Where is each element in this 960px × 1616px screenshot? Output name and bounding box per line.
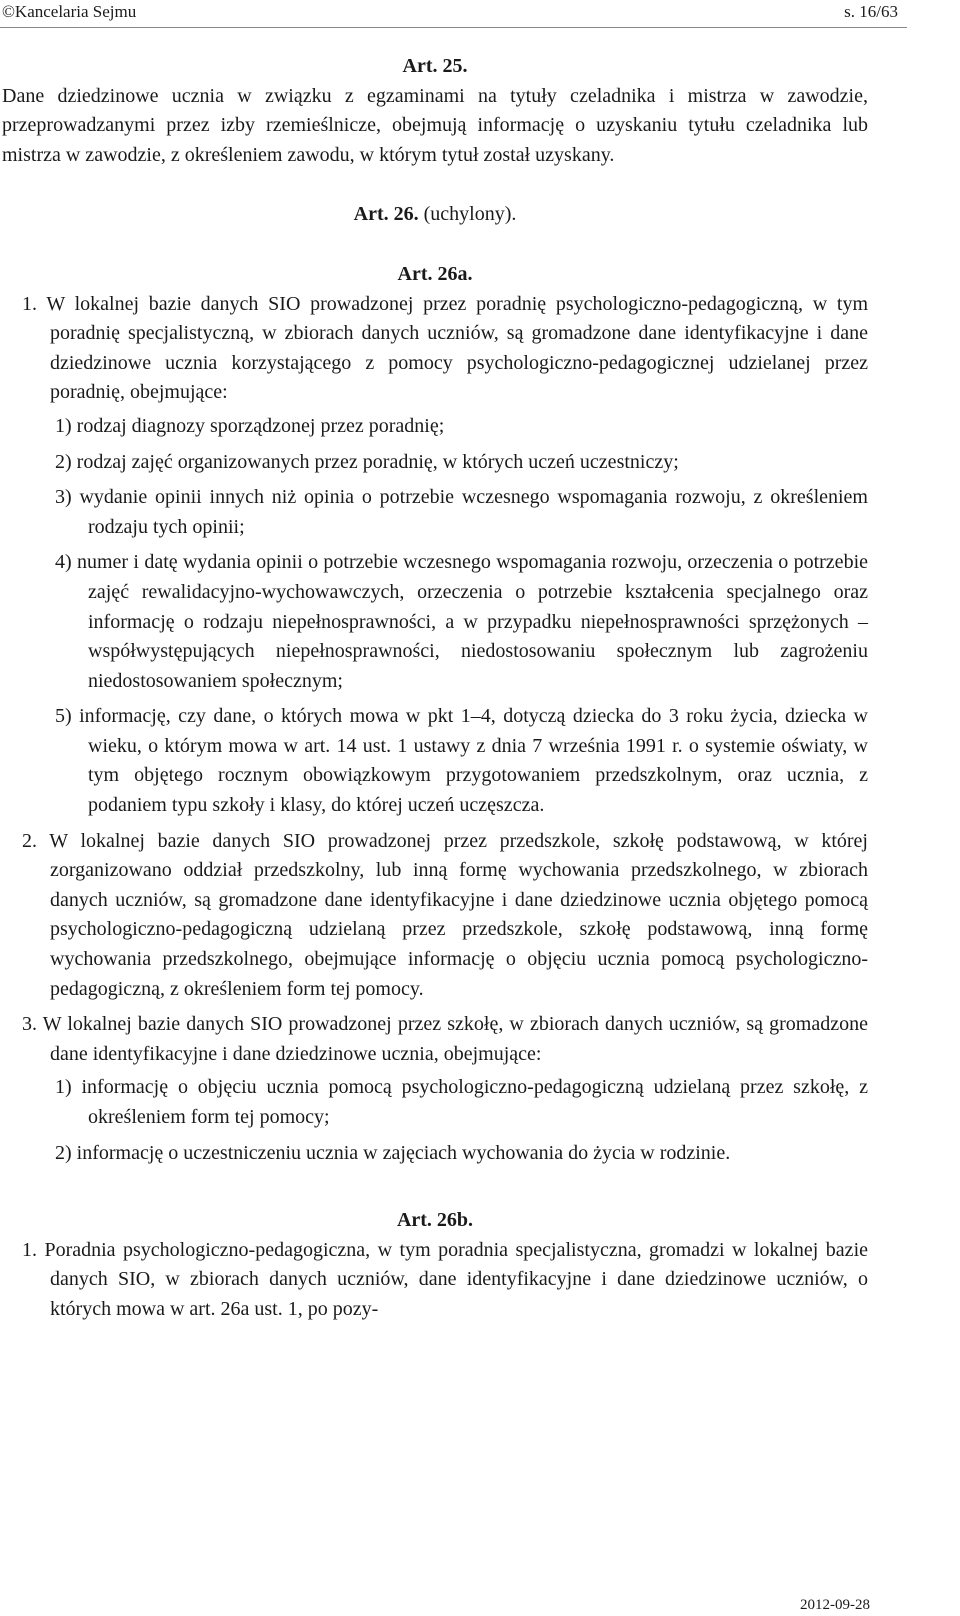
article-26a-ust-1-point-2: 2) rodzaj zajęć organizowanych przez poradnię, w których uczeń uczestniczy; xyxy=(55,450,679,473)
ust-text: W lokalnej bazie danych SIO prowadzonej przez poradnię psychologiczno-pedagogiczną, w tym poradnię specjalistyczną, w zbiorach danych uczniów, są gromadzone dane identyfikacyjne i dane dziedzinowe ucznia korzystającego z pomocy psychologiczno-pedagogicznej udzielanej przez poradnię, obejmujące: xyxy=(37,292,868,404)
spacer xyxy=(2,230,868,260)
header-divider xyxy=(0,27,907,28)
article-26b-title: Art. 26b. xyxy=(396,1209,474,1232)
article-26a-ust-3: 3. W lokalnej bazie danych SIO prowadzonej przez szkołę, w zbiorach danych uczniów, są gromadzone dane identyfikacyjne i dane dziedzinowe ucznia, obejmujące: xyxy=(22,1013,868,1065)
publication-date: 2012-09-28 xyxy=(800,1597,870,1613)
article-26a-ust-1-point-5: 5) informację, czy dane, o których mowa w pkt 1–4, dotyczą dziecka do 3 roku życia, dziecka w wieku, o którym mowa w art. 14 ust. 1 ustawy z dnia 7 września 1991 r. o systemie oświaty, w tym objętego rocznym obowiązkowym przygotowaniem przedszkolnym, oraz ucznia, z podaniem typu szkoły i klasy, do której uczeń uczęszcza. xyxy=(55,705,868,817)
article-26a-title: Art. 26a. xyxy=(397,262,473,285)
article-25-text: Dane dziedzinowe ucznia w związku z egzaminami na tytuły czeladnika i mistrza w zawodzie, przeprowadzanymi przez izby rzemieślnicze, obejmują informację o uzyskaniu tytułu czeladnika lub mistrza w zawodzie, z określeniem zawodu, w którym tytuł został uzyskany. xyxy=(2,84,868,166)
article-25-title: Art. 25. xyxy=(402,55,468,77)
article-26a-ust-3-point-2: 2) informację o uczestniczeniu ucznia w zajęciach wychowania do życia w rodzinie. xyxy=(55,1141,731,1164)
article-26-status: (uchylony). xyxy=(418,203,517,226)
page-header xyxy=(0,0,960,26)
article-26a-ust-1-point-3: 3) wydanie opinii innych niż opinia o potrzebie wczesnego wspomagania rozwoju, z określeniem rodzaju tych opinii; xyxy=(55,486,868,538)
ust-number: 1. xyxy=(22,292,37,315)
spacer xyxy=(2,170,868,200)
article-26a-ust-1 xyxy=(2,290,868,408)
spacer xyxy=(2,1168,868,1206)
article-26a-ust-3-point-1: 1) informację o objęciu ucznia pomocą psychologiczno-pedagogiczną udzielaną przez szkołę, z określeniem form tej pomocy; xyxy=(55,1076,868,1128)
article-26-title xyxy=(2,200,868,230)
page-number: s. 16/63 xyxy=(844,2,898,21)
article-26a-ust-1-point-1: 1) rodzaj diagnozy sporządzonej przez poradnię; xyxy=(55,414,445,437)
article-26b-ust-1: 1. Poradnia psychologiczno-pedagogiczna, w tym poradnia specjalistyczna, gromadzi w lokalnej bazie danych SIO, w zbiorach danych uczniów, dane identyfikacyjne i dane dziedzinowe uczniów, o których mowa w art. 26a ust. 1, po pozy- xyxy=(22,1238,868,1320)
publisher-label: ©Kancelaria Sejmu xyxy=(2,2,137,21)
article-26a-ust-2: 2. W lokalnej bazie danych SIO prowadzonej przez przedszkole, szkołę podstawową, w której zorganizowano oddział przedszkolny, lub inną formę wychowania przedszkolnego, w zbiorach danych uczniów, są gromadzone dane identyfikacyjne i dane dziedzinowe ucznia objętego pomocą psychologiczno-pedagogiczną udzielaną przez przedszkole, szkołę podstawową, inną formę wychowania przedszkolnego, obejmujące informację o objęciu ucznia pomocą psychologiczno-pedagogiczną, z określeniem form tej pomocy. xyxy=(22,829,868,1000)
article-26a-ust-1-point-4: 4) numer i datę wydania opinii o potrzebie wczesnego wspomagania rozwoju, orzeczenia o potrzebie zajęć rewalidacyjno-wychowawczych, orzeczenia o potrzebie kształcenia specjalnego oraz informację o rodzaju niepełnosprawności, a w przypadku niepełnosprawności sprzężonych – współwystępujących niepełnosprawności, niedostosowaniu społecznym lub zagrożeniu niedostosowaniem społecznym; xyxy=(55,551,868,692)
article-26-number: Art. 26. xyxy=(353,203,419,226)
document-body xyxy=(2,52,868,1325)
